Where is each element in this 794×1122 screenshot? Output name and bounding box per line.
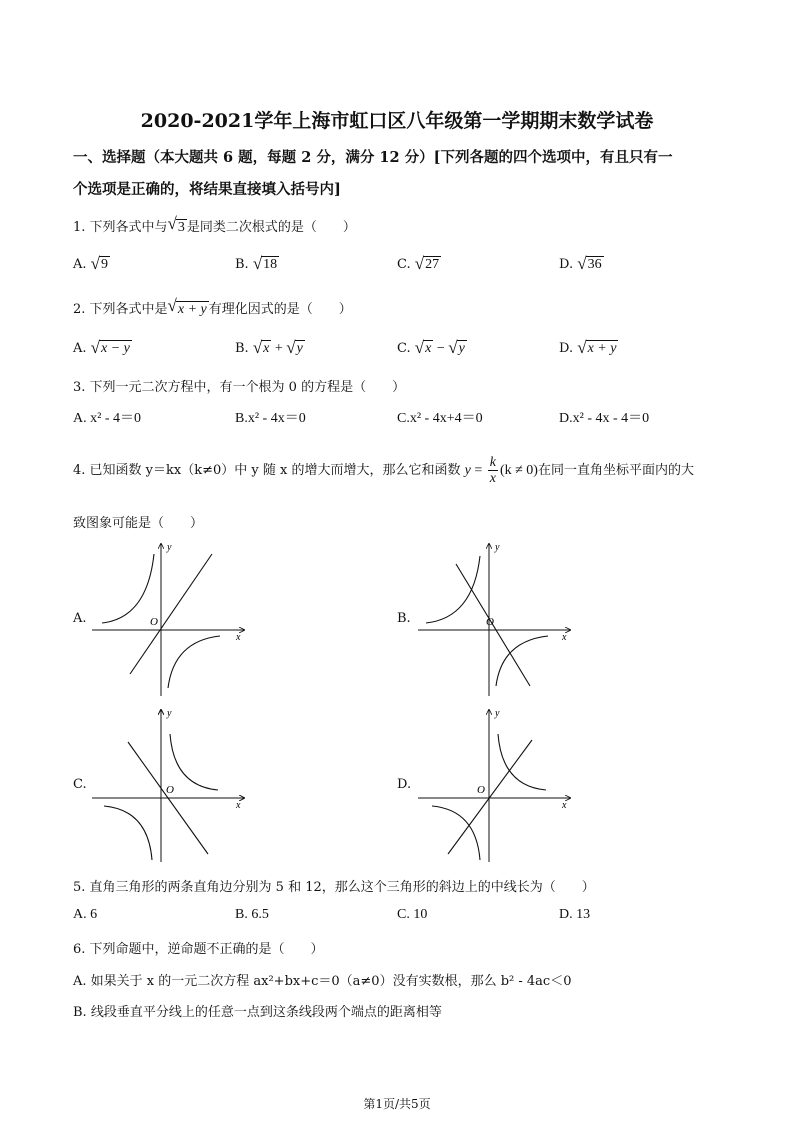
- question-5-stem: 5. 直角三角形的两条直角边分别为 5 和 12，那么这个三角形的斜边上的中线长为（ ）: [73, 880, 595, 895]
- line-graph: [130, 554, 212, 674]
- radicand: 3: [177, 220, 185, 235]
- page-footer: 第1页/共5页: [363, 1097, 431, 1111]
- y-axis-label: y: [495, 708, 500, 719]
- q4-option-b-label[interactable]: B.: [397, 611, 411, 626]
- hyperbola-branch: [168, 636, 220, 688]
- q1-option-c[interactable]: C. √27: [397, 254, 440, 273]
- q5-option-a[interactable]: A. 6: [73, 907, 98, 922]
- q5-option-c[interactable]: C. 10: [397, 907, 428, 922]
- x-axis-label: x: [236, 800, 241, 811]
- origin-label: O: [486, 616, 494, 628]
- q3-option-a[interactable]: A. x² - 4＝0: [73, 411, 141, 426]
- hyperbola-branch: [104, 806, 152, 860]
- q2-option-d[interactable]: D. √x + y: [559, 338, 617, 357]
- q3-option-b[interactable]: B.x² - 4x＝0: [235, 411, 306, 426]
- q4-graph-c: [92, 704, 252, 864]
- y-axis-label: y: [167, 708, 172, 719]
- hyperbola-branch: [498, 734, 546, 790]
- question-3-stem: 3. 下列一元二次方程中，有一个根为 0 的方程是（ ）: [73, 380, 406, 395]
- section-heading-line2: 个选项是正确的，将结果直接填入括号内]: [73, 181, 341, 198]
- q4-option-d-label[interactable]: D.: [397, 777, 412, 792]
- hyperbola-branch: [170, 734, 218, 790]
- q1-option-a[interactable]: A. √9: [73, 254, 109, 273]
- page-title: 2020-2021学年上海市虹口区八年级第一学期期末数学试卷: [140, 110, 654, 132]
- x-axis-label: x: [236, 632, 241, 643]
- hyperbola-branch: [426, 556, 480, 623]
- q4-option-c-label[interactable]: C.: [73, 777, 87, 792]
- origin-label: O: [477, 784, 485, 796]
- q1-option-b[interactable]: B. √18: [235, 254, 278, 273]
- q4-graph-a: [92, 538, 252, 698]
- question-2-stem: 2. 下列各式中是√x + y 有理化因式的是（ ）: [73, 296, 352, 317]
- q5-option-b[interactable]: B. 6.5: [235, 907, 269, 922]
- q4-graph-b: [418, 538, 578, 698]
- q2-option-c[interactable]: C. √x − √y: [397, 338, 465, 357]
- q1-option-d[interactable]: D. √36: [559, 254, 602, 273]
- question-4-stem-line2: 致图象可能是（ ）: [73, 516, 204, 531]
- hyperbola-branch: [102, 554, 154, 623]
- y-axis-label: y: [167, 542, 172, 553]
- q2-option-b[interactable]: B. √x + √y: [235, 338, 303, 357]
- q2-option-a[interactable]: A. √x − y: [73, 338, 130, 357]
- q6-option-a[interactable]: A. 如果关于 x 的一元二次方程 ax²+bx+c＝0（a≠0）没有实数根，那么 b² - 4ac＜0: [73, 974, 572, 989]
- x-axis-label: x: [562, 632, 567, 643]
- x-axis-label: x: [562, 800, 567, 811]
- q3-option-d[interactable]: D.x² - 4x - 4＝0: [559, 411, 650, 426]
- question-6-stem: 6. 下列命题中，逆命题不正确的是（ ）: [73, 942, 324, 957]
- question-1-stem: 1. 下列各式中与√3 是同类二次根式的是（ ）: [73, 214, 356, 235]
- origin-label: O: [166, 784, 174, 796]
- y-axis-label: y: [495, 542, 500, 553]
- q3-option-c[interactable]: C.x² - 4x+4＝0: [397, 411, 483, 426]
- question-4-stem-line1: 4. 已知函数 y＝kx（k≠0）中 y 随 x 的增大而增大，那么它和函数 y = $\frac{k}{x}$ (k ≠ 0)在同一直角坐标平面内的大: [73, 455, 694, 486]
- line-graph: [448, 740, 532, 854]
- q6-option-b[interactable]: B. 线段垂直平分线上的任意一点到这条线段两个端点的距离相等: [73, 1005, 442, 1020]
- q4-graph-d: [418, 704, 578, 864]
- hyperbola-branch: [432, 806, 480, 860]
- origin-label: O: [150, 616, 158, 628]
- section-heading-line1: 一、选择题（本大题共 6 题，每题 2 分，满分 12 分）[下列各题的四个选项中，有且只有一: [73, 149, 673, 166]
- q4-option-a-label[interactable]: A.: [73, 611, 87, 626]
- q5-option-d[interactable]: D. 13: [559, 907, 591, 922]
